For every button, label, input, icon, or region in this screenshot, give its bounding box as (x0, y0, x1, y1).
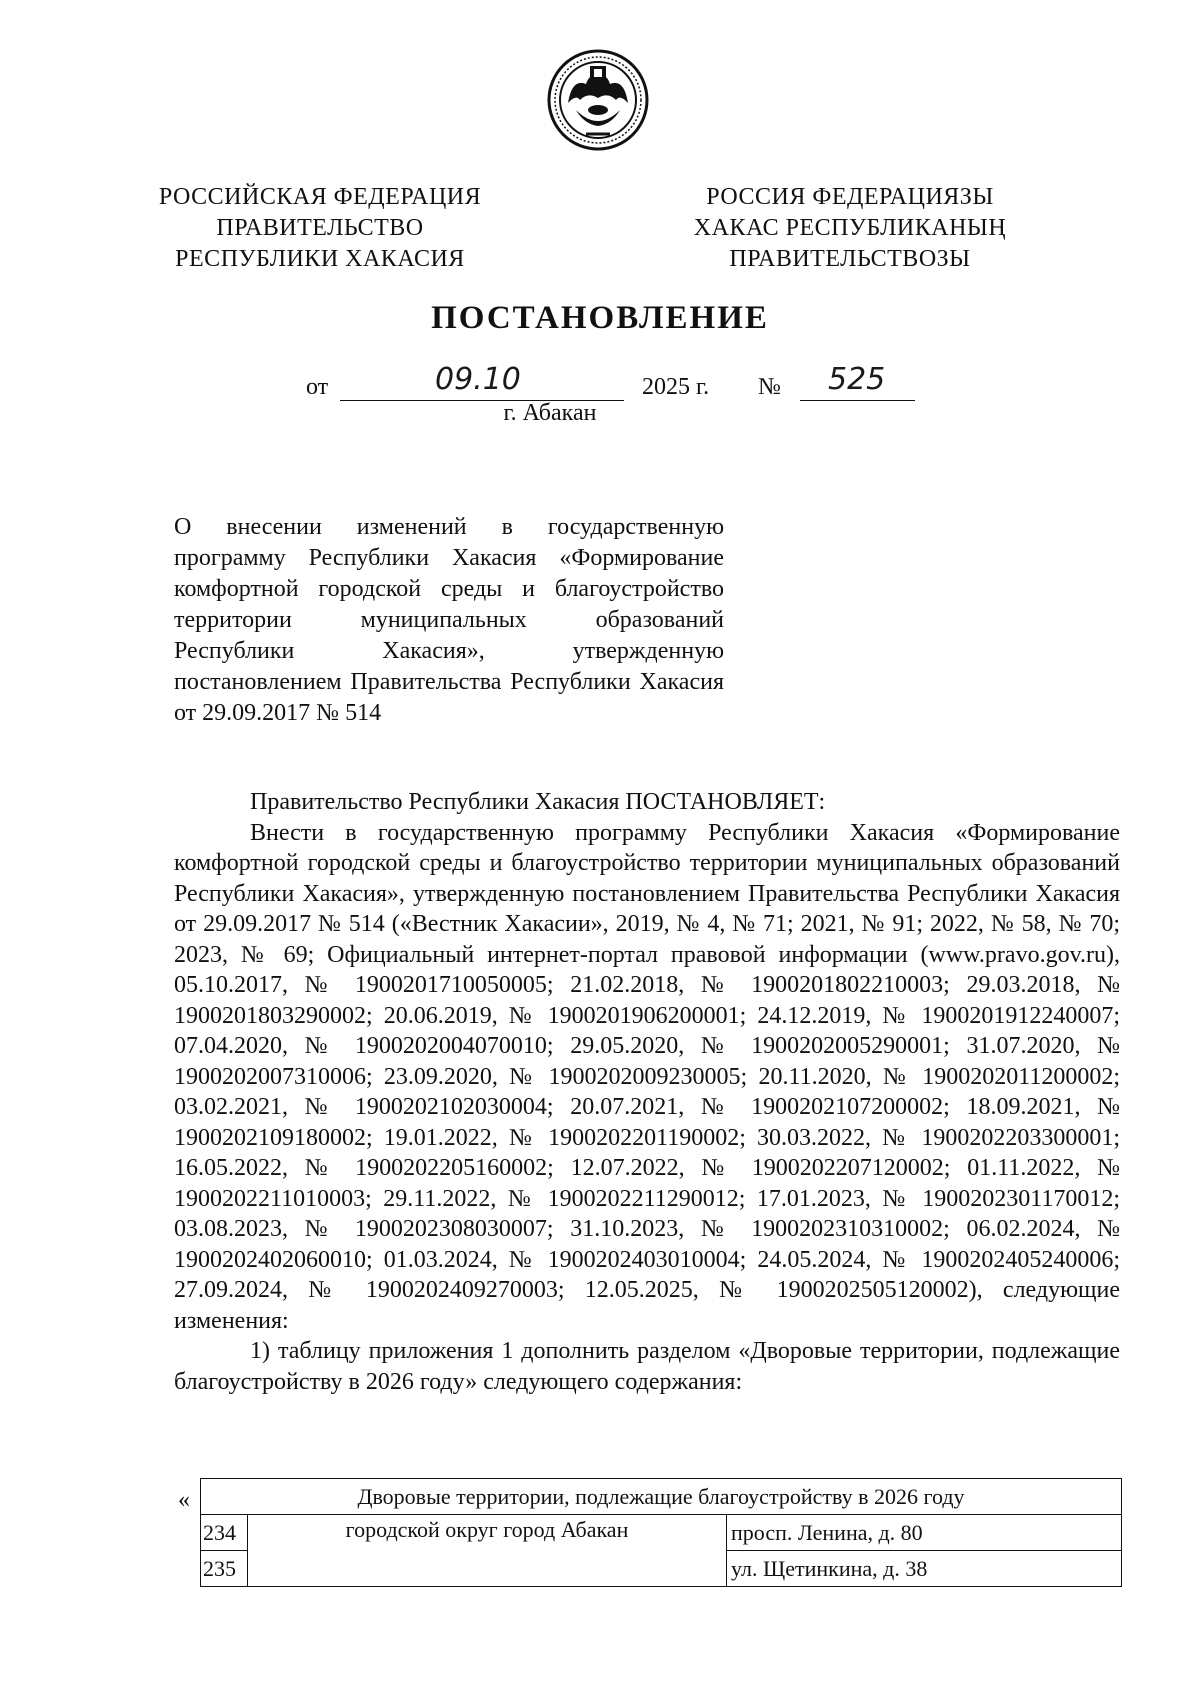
body-paragraph-resolves: Правительство Республики Хакасия ПОСТАНОВЛЯЕТ: (250, 789, 826, 815)
row-number: 235 (201, 1551, 248, 1587)
table-row (201, 1515, 1122, 1551)
number-sign: № (758, 374, 781, 400)
header-right-line-3: ПРАВИТЕЛЬСТВОЗЫ (729, 246, 971, 272)
header-left-line-2: ПРАВИТЕЛЬСТВО (216, 215, 424, 241)
handwritten-number: 525 (828, 362, 886, 397)
address-cell: просп. Ленина, д. 80 (727, 1515, 1122, 1551)
address-cell: ул. Щетинкина, д. 38 (727, 1551, 1122, 1587)
municipality-cell: городской округ город Абакан (248, 1515, 727, 1587)
body-paragraph-amendments: Внести в государственную программу Республики Хакасия «Формирование комфортной городской среды и благоустройство территории муниципальных образований Республики Хакасия», утвержденную постановлением Правительства Республики Хакасия от 29.09.2017 № 514 («Вестник Хакасии», 2019, № 4, № 71; 2021, № 91; 2022, № 58, № 70; 2023, № 69; Официальный интернет-портал правовой информации (www.pravo.gov.ru), 05.10.2017, № 1900201710050005; 21.02.2018, № 1900201802210003; 29.03.2018, № 1900201803290002; 20.06.2019, № 1900201906200001; 24.12.2019, № 1900201912240007; 07.04.2020, № 1900202004070010; 29.05.2020, № 1900202005290001; 31.07.2020, № 1900202007310006; 23.09.2020, № 1900202009230005; 20.11.2020, № 1900202011200002; 03.02.2021, № 1900202102030004; 20.07.2021, № 1900202107200002; 18.09.2021, № 1900202109180002; 19.01.2022, № 1900202201190002; 30.03.2022, № 1900202203300001; 16.05.2022, № 1900202205160002; 12.07.2022, № 1900202207120002; 01.11.2022, № 1900202211010003; 29.11.2022, № 1900202211290012; 17.01.2023, № 1900202301170012; 03.08.2023, № 1900202308030007; 31.10.2023, № 1900202310310002; 06.02.2024, № 1900202402060010; 01.03.2024, № 1900202403010004; 24.05.2024, № 1900202405240006; 27.09.2024, № 1900202409270003; 12.05.2025, № 1900202505120002), следующие изменения: (174, 819, 1120, 1334)
document-subject: О внесении изменений в государственную программу Республики Хакасия «Формирование комфортной городской среды и благоустройство территории муниципальных образований Республики Хакасия», утвержденную постановлением Правительства Республики Хакасия от 29.09.2017 № 514 (174, 514, 724, 726)
table-header-cell: Дворовые территории, подлежащие благоустройству в 2026 году (201, 1479, 1122, 1515)
header-left-line-1: РОССИЙСКАЯ ФЕДЕРАЦИЯ (158, 184, 482, 210)
header-right-khakas (680, 182, 1020, 275)
handwritten-date: 09.10 (435, 362, 521, 397)
document-type-title: ПОСТАНОВЛЕНИЕ (431, 300, 769, 336)
date-prefix: от (306, 374, 329, 400)
header-right-line-2: ХАКАС РЕСПУБЛИКАНЫҢ (693, 215, 1007, 241)
document-body (174, 787, 1120, 1397)
city-name: г. Абакан (503, 400, 597, 426)
row-number: 234 (201, 1515, 248, 1551)
document-year: 2025 г. (642, 374, 710, 400)
table-header-row (201, 1479, 1122, 1515)
courtyard-territories-table (200, 1478, 1122, 1587)
header-left-russian (150, 182, 490, 275)
coat-of-arms-emblem (546, 48, 650, 152)
header-left-line-3: РЕСПУБЛИКИ ХАКАСИЯ (175, 246, 465, 272)
body-paragraph-item-1: 1) таблицу приложения 1 дополнить разделом «Дворовые территории, подлежащие благоустройству в 2026 году» следующего содержания: (174, 1338, 1120, 1395)
table-opening-quote: « (178, 1487, 190, 1513)
header-right-line-1: РОССИЯ ФЕДЕРАЦИЯЗЫ (706, 184, 994, 210)
